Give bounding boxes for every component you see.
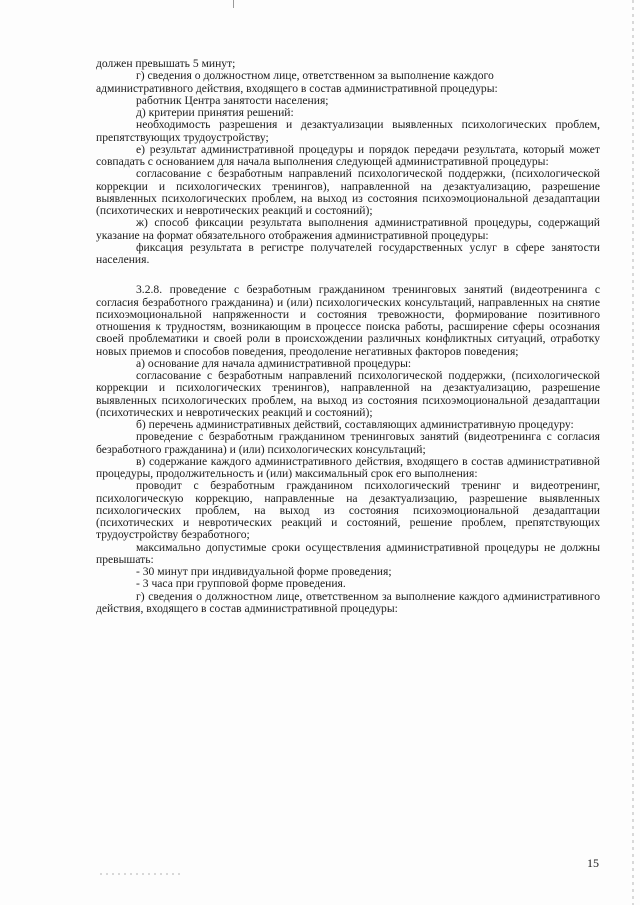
paragraph: работник Центра занятости населения; bbox=[136, 93, 329, 107]
document-body bbox=[96, 58, 600, 615]
paragraph: необходимость разрешения и дезактуализации выявленных психологических проблем, препятствующих трудоустройству; bbox=[96, 118, 600, 144]
paragraph: проведение с безработным гражданином тренинговых занятий (видеотренинга с согласия безработного гражданина) и (или) психологических консультаций; bbox=[96, 430, 600, 456]
paragraph: фиксация результата в регистре получателей государственных услуг в сфере занятости населения. bbox=[96, 240, 600, 266]
paragraph: а) основание для начала административной процедуры: bbox=[136, 356, 412, 370]
scan-tick-mark bbox=[233, 0, 234, 8]
paragraph: административного действия, входящего в состав административной процедуры: bbox=[96, 81, 498, 95]
section-paragraph: 3.2.8. проведение с безработным гражданином тренинговых занятий (видеотренинга с согласия безработного гражданина) и (или) психологических консультаций, направленных на снятие психоэмоциональной напряженности и состояния тревожности, формирование позитивного отношения к трудностям, возникающим в процессе поиска работы, расширение сферы осознания своей проблематики и своей роли в происхождении различных конфликтных ситуаций, отработку новых приемов и способов поведения, преодоление негативных факторов поведения; bbox=[96, 283, 600, 358]
paragraph: ж) способ фиксации результата выполнения административной процедуры, содержащий указание на формат обязательного отображения административной процедуры: bbox=[96, 216, 600, 242]
paragraph: согласование с безработным направлений психологической поддержки, (психологической коррекции и психологических тренингов), направленной на дезактуализацию, разрешение выявленных психологических проблем, на выход из состояния психоэмоциональной дезадаптации (психотических и невротических реакций и состояний); bbox=[96, 369, 600, 419]
list-item: - 30 минут при индивидуальной форме проведения; bbox=[136, 565, 392, 578]
paragraph: максимально допустимые сроки осуществления административной процедуры не должны превышать: bbox=[96, 540, 600, 566]
paragraph: б) перечень административных действий, составляющих административную процедуру: bbox=[136, 418, 574, 431]
page-number: 15 bbox=[587, 856, 599, 870]
paragraph: согласование с безработным направлений психологической поддержки, (психологической коррекции и психологических тренингов), направленной на дезактуализацию, разрешение выявленных психологических проблем, на выход из состояния психоэмоциональной дезадаптации (психотических и невротических реакций и состояний); bbox=[96, 167, 600, 217]
scan-artifact bbox=[100, 873, 180, 875]
paragraph: е) результат административной процедуры и порядок передачи результата, который может совпадать с основанием для начала выполнения следующей административной процедуры: bbox=[96, 142, 600, 168]
list-item: - 3 часа при групповой форме проведения. bbox=[136, 577, 346, 591]
paragraph: д) критерии принятия решений: bbox=[136, 106, 294, 119]
paragraph: должен превышать 5 минут; bbox=[96, 57, 236, 70]
paragraph: г) сведения о должностном лице, ответственном за выполнение каждого bbox=[136, 69, 494, 83]
paragraph: в) содержание каждого административного действия, входящего в состав административной процедуры, продолжительность и (или) максимальный срок его выполнения: bbox=[96, 454, 600, 480]
paragraph: г) сведения о должностном лице, ответственном за выполнение каждого административного действия, входящего в состав административной процедуры: bbox=[96, 589, 600, 615]
paragraph-gap bbox=[96, 266, 600, 284]
scan-edge bbox=[632, 0, 634, 905]
paragraph: проводит с безработным гражданином психологический тренинг и видеотренинг, психологическую коррекцию, направленные на дезактуализацию, разрешение выявленных психологических проблем, на выход из состояния психоэмоциональной дезадаптации (психотических и невротических реакций и состояний, решение проблем, препятствующих трудоустройству безработного; bbox=[96, 479, 600, 542]
